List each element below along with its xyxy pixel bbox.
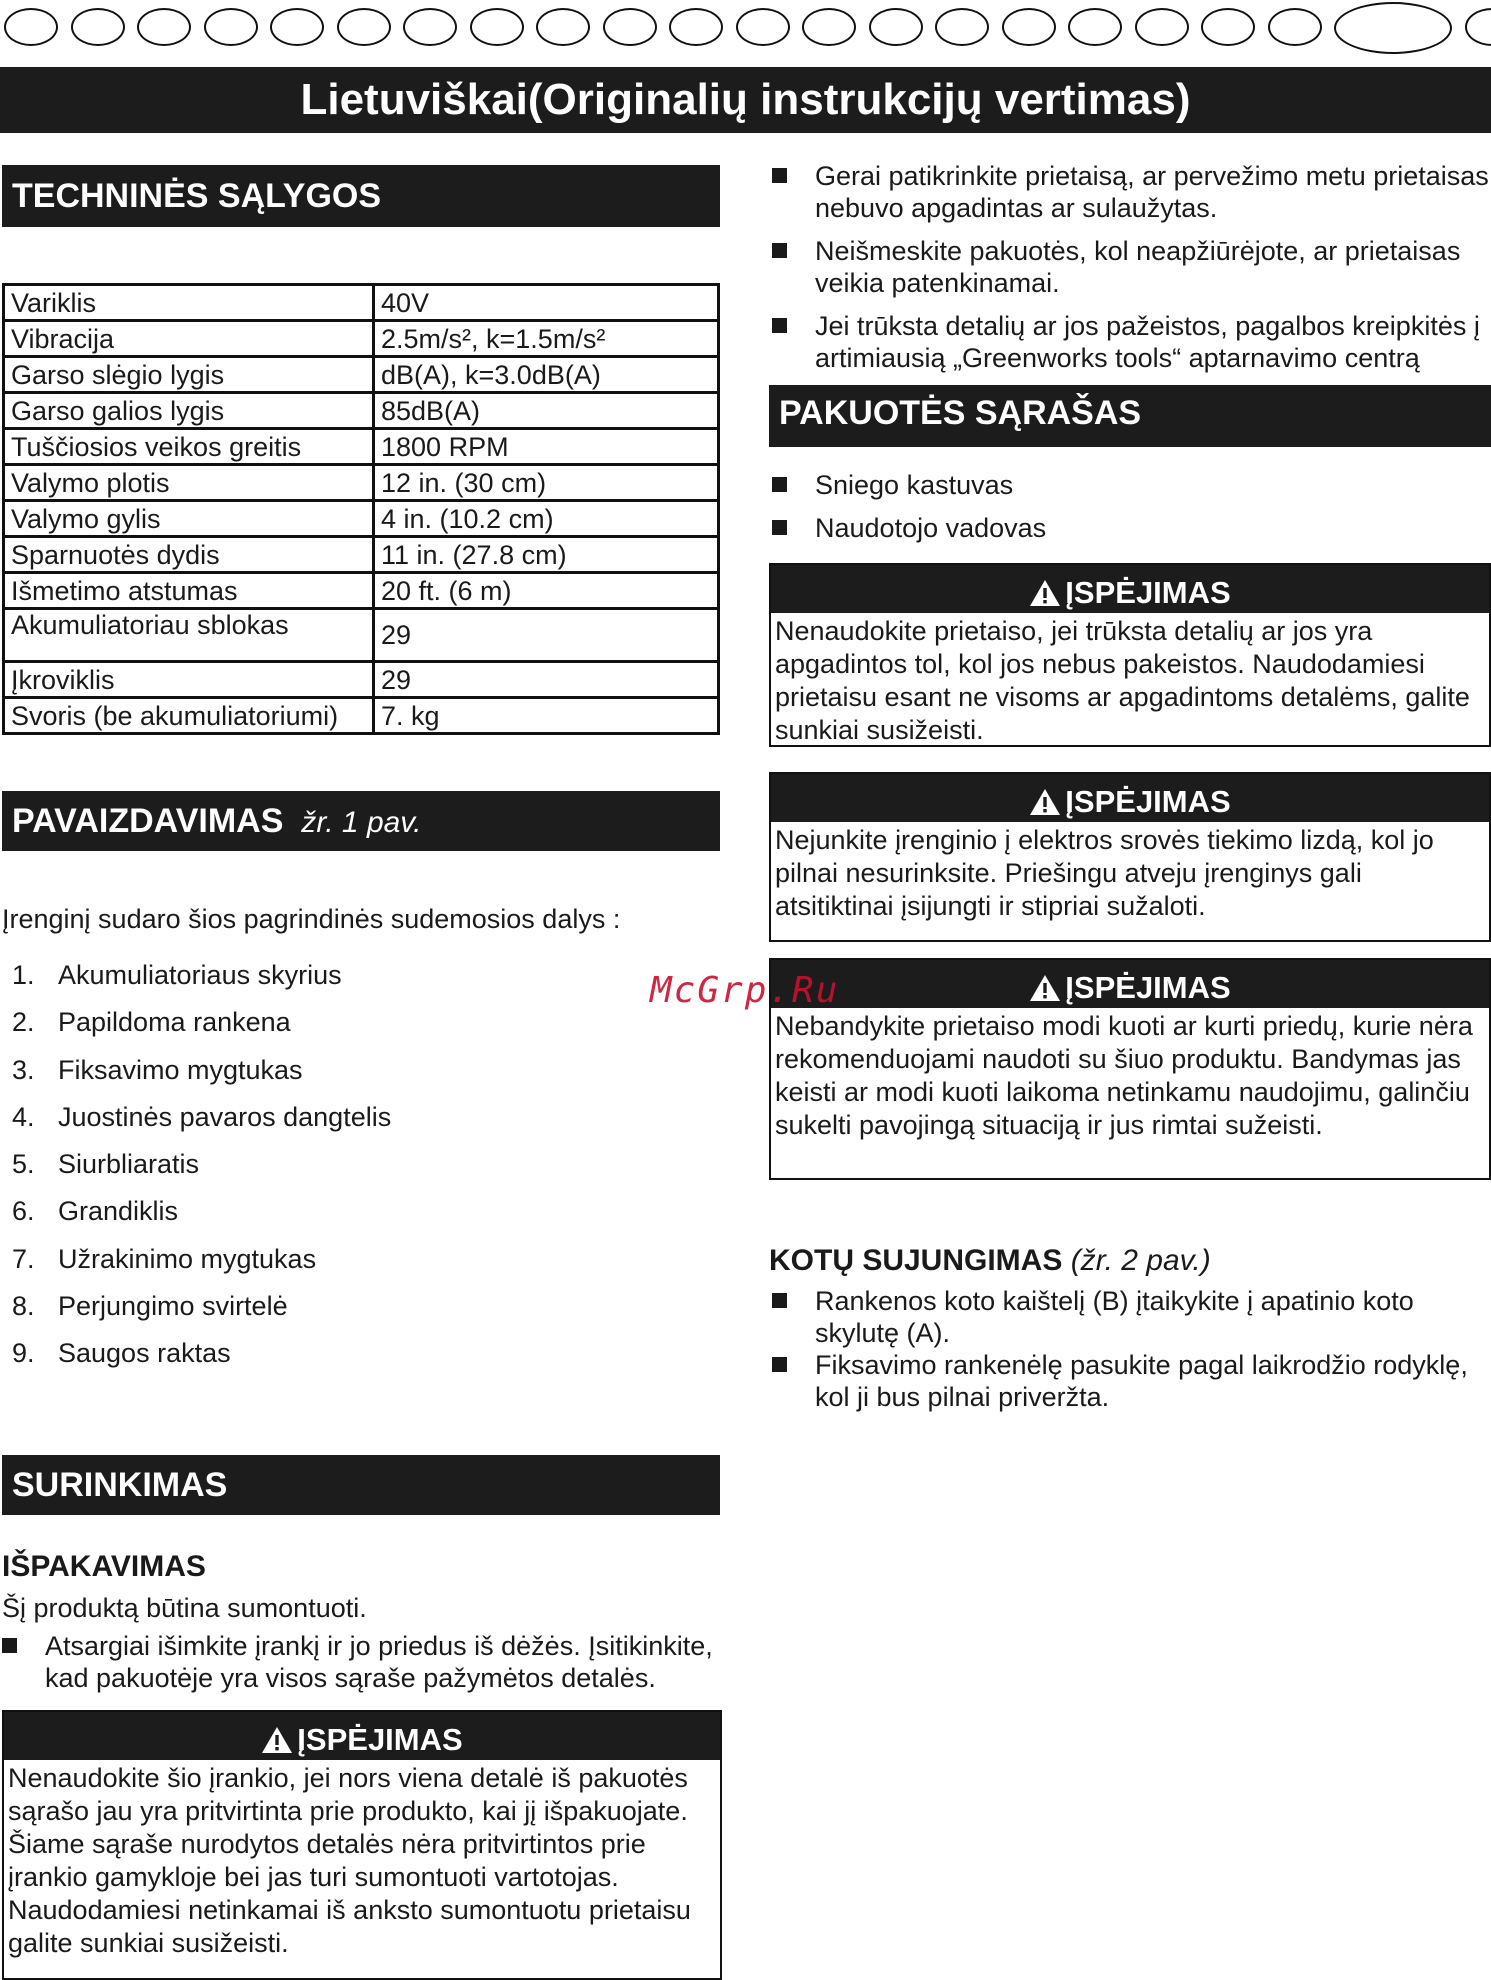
tab [270, 8, 324, 46]
list-item [12, 960, 391, 1007]
spec-label: Akumuliatoriau sblokas [4, 609, 374, 662]
tab [71, 8, 125, 46]
part-number: 5. [12, 1149, 35, 1180]
assembly-heading: SURINKIMAS [2, 1455, 720, 1515]
tab [1068, 8, 1122, 46]
tab [337, 8, 391, 46]
tab [1201, 8, 1255, 46]
list-item [12, 1291, 391, 1338]
spec-value: 1800 RPM [374, 429, 719, 465]
part-label: Akumuliatoriaus skyrius [58, 960, 342, 990]
part-number: 1. [12, 960, 35, 990]
tab [935, 8, 989, 46]
spec-value: 11 in. (27.8 cm) [374, 537, 719, 573]
list-item: Sniego kastuvas [770, 469, 1490, 501]
table-row [4, 573, 719, 609]
tab [669, 8, 723, 46]
part-number: 2. [12, 1007, 35, 1038]
table-row [4, 501, 719, 537]
list-item [12, 1196, 391, 1243]
list-item: Fiksavimo rankenėlę pasukite pagal laikrodžio rodyklę, kol ji bus pilnai priveržta. [770, 1349, 1490, 1413]
part-number: 9. [12, 1338, 35, 1369]
list-item: Neišmeskite pakuotės, kol neapžiūrėjote, ar prietaisas veikia patenkinamai. [770, 235, 1490, 299]
spec-value: 12 in. (30 cm) [374, 465, 719, 501]
spec-value: 7. kg [374, 698, 719, 734]
warning-text: Nenaudokite prietaiso, jei trūksta detalių ar jos yra apgadintos tol, kol jos nebus pakeistos. Naudodamiesi prietaisu esant ne visoms ar apgadintoms detalėms, galite sunkiai susižeisti. [775, 616, 1470, 745]
spec-value: 29 [374, 609, 719, 662]
part-label: Grandiklis [58, 1196, 179, 1227]
part-number: 8. [12, 1291, 35, 1322]
description-intro: Įrenginį sudaro šios pagrindinės sudemosios dalys : [2, 904, 621, 934]
warning-icon [261, 1726, 293, 1754]
unpacking-heading: IŠPAKAVIMAS [2, 1550, 206, 1583]
part-label: Juostinės pavaros dangtelis [58, 1101, 392, 1132]
list-item [12, 1007, 391, 1054]
tab [603, 8, 657, 46]
page-tabs [0, 4, 1491, 58]
part-number: 4. [12, 1101, 35, 1132]
list-item [12, 1149, 391, 1196]
spec-value: dB(A), k=3.0dB(A) [374, 357, 719, 393]
description-heading: PAVAIZDAVIMAS žr. 1 pav. [2, 791, 720, 851]
warning-box: ĮSPĖJIMAS Nebandykite prietaiso modi kuoti ar kurti priedų, kurie nėra rekomenduojami naudoti su šiuo produktu. Bandymas jas keisti ar modi kuoti laikoma netinkamu naudojimu, galinčiu sukelti pavojingą situaciją ir jus rimtai sužeisti. [769, 958, 1491, 1180]
warning-text: Nenaudokite šio įrankio, jei nors viena detalė iš pakuotės sąrašo jau yra pritvirtinta prie produkto, kai jį išpakuojate. Šiame sąraše nurodytos detalės nėra pritvirtintos prie įrankio gamykloje bei jas turi sumontuoti vartotojas. Naudodamiesi netinkamai iš anksto sumontuotu prietaisu galite sunkiai susižeisti. [8, 1763, 691, 1958]
part-number: 6. [12, 1196, 35, 1227]
warning-icon [1029, 974, 1061, 1002]
list-item [12, 1244, 391, 1291]
table-row [4, 537, 719, 573]
part-label: Fiksavimo mygtukas [58, 1054, 303, 1085]
part-label: Užrakinimo mygtukas [58, 1243, 317, 1274]
shaft-heading: KOTŲ SUJUNGIMAS (žr. 2 pav.) [769, 1244, 1211, 1277]
page-title: Lietuviškai(Originalių instrukcijų vertimas) [0, 67, 1491, 133]
tab [1135, 8, 1189, 46]
spec-label: Valymo gylis [4, 501, 374, 537]
part-label: Saugos raktas [58, 1338, 231, 1369]
tab [1465, 8, 1491, 46]
tab [869, 8, 923, 46]
table-row [4, 429, 719, 465]
spec-label: Įkroviklis [4, 662, 374, 698]
spec-value: 85dB(A) [374, 393, 719, 429]
spec-label: Garso galios lygis [4, 393, 374, 429]
spec-value: 40V [374, 285, 719, 321]
spec-value: 4 in. (10.2 cm) [374, 501, 719, 537]
packing-heading: PAKUOTĖS SĄRAŠAS [769, 385, 1491, 447]
tab [1002, 8, 1056, 46]
table-row [4, 698, 719, 734]
warning-icon [1029, 579, 1061, 607]
spec-label: Vibracija [4, 321, 374, 357]
tab [802, 8, 856, 46]
spec-label: Tuščiosios veikos greitis [4, 429, 374, 465]
watermark: McGrp.Ru [650, 970, 840, 1011]
list-item: Atsargiai išimkite įrankį ir jo priedus iš dėžės. Įsitikinkite, kad pakuotėje yra visos sąraše pažymėtos detalės. [0, 1630, 722, 1694]
part-number: 7. [12, 1243, 35, 1274]
spec-value: 29 [374, 662, 719, 698]
table-row [4, 321, 719, 357]
packing-list [770, 469, 1490, 555]
part-label: Siurbliaratis [58, 1149, 200, 1180]
warning-text: Nejunkite įrenginio į elektros srovės tiekimo lizdą, kol jo pilnai nesurinksite. Priešingu atveju įrenginys gali atsitiktinai įsijungti ir stipriai sužaloti. [775, 825, 1434, 921]
part-number: 3. [12, 1054, 35, 1085]
tab [4, 8, 58, 46]
list-item: Jei trūksta detalių ar jos pažeistos, pagalbos kreipkitės į artimiausią „Greenworks tools“ aptarnavimo centrą [770, 310, 1490, 374]
part-label: Perjungimo svirtelė [58, 1291, 288, 1322]
spec-label: Išmetimo atstumas [4, 573, 374, 609]
unpacking-bullets [0, 1630, 722, 1694]
spec-label: Garso slėgio lygis [4, 357, 374, 393]
spec-value: 2.5m/s², k=1.5m/s² [374, 321, 719, 357]
spec-label: Valymo plotis [4, 465, 374, 501]
tab [470, 8, 524, 46]
list-item: Naudotojo vadovas [770, 512, 1490, 544]
list-item: Gerai patikrinkite prietaisą, ar pervežimo metu prietaisas nebuvo apgadintas ar sulaužytas. [770, 160, 1490, 224]
warning-box: ĮSPĖJIMAS Nenaudokite šio įrankio, jei nors viena detalė iš pakuotės sąrašo jau yra pritvirtinta prie produkto, kai jį išpakuojate. Šiame sąraše nurodytos detalės nėra pritvirtintos prie įrankio gamykloje bei jas turi sumontuoti vartotojas. Naudodamiesi netinkamai iš anksto sumontuotu prietaisu galite sunkiai susižeisti. [2, 1710, 722, 1980]
table-row [4, 662, 719, 698]
list-item: Rankenos koto kaištelį (B) įtaikykite į apatinio koto skylutę (A). [770, 1285, 1490, 1349]
warning-box: ĮSPĖJIMAS Nenaudokite prietaiso, jei trūksta detalių ar jos yra apgadintos tol, kol jos nebus pakeistos. Naudodamiesi prietaisu esant ne visoms ar apgadintoms detalėms, galite sunkiai susižeisti. [769, 563, 1491, 747]
table-row [4, 357, 719, 393]
warning-text: Nebandykite prietaiso modi kuoti ar kurti priedų, kurie nėra rekomenduojami naudoti su šiuo produktu. Bandymas jas keisti ar modi kuoti laikoma netinkamu naudojimu, galinčiu sukelti pavojingą situaciją ir jus rimtai sužeisti. [775, 1011, 1473, 1140]
warning-icon [1029, 788, 1061, 816]
tab [736, 8, 790, 46]
parts-list [12, 960, 391, 1386]
table-row [4, 465, 719, 501]
table-row [4, 609, 719, 662]
tab [204, 8, 258, 46]
spec-heading: TECHNINĖS SĄLYGOS [2, 165, 720, 227]
shaft-bullets [770, 1285, 1490, 1413]
tab [536, 8, 590, 46]
spec-table [2, 283, 720, 735]
tab [403, 8, 457, 46]
inspection-bullets [770, 160, 1490, 385]
unpacking-intro: Šį produktą būtina sumontuoti. [2, 1593, 367, 1623]
spec-value: 20 ft. (6 m) [374, 573, 719, 609]
list-item [12, 1102, 391, 1149]
part-label: Papildoma rankena [58, 1007, 291, 1038]
list-item [12, 1338, 391, 1385]
table-row [4, 393, 719, 429]
tab-active [1334, 2, 1452, 54]
spec-label: Svoris (be akumuliatoriumi) [4, 698, 374, 734]
list-item [12, 1055, 391, 1102]
spec-label: Sparnuotės dydis [4, 537, 374, 573]
tab [137, 8, 191, 46]
warning-box: ĮSPĖJIMAS Nejunkite įrenginio į elektros srovės tiekimo lizdą, kol jo pilnai nesurinksite. Priešingu atveju įrenginys gali atsitiktinai įsijungti ir stipriai sužaloti. [769, 772, 1491, 942]
table-row [4, 285, 719, 321]
tab [1268, 8, 1322, 46]
spec-label: Variklis [4, 285, 374, 321]
